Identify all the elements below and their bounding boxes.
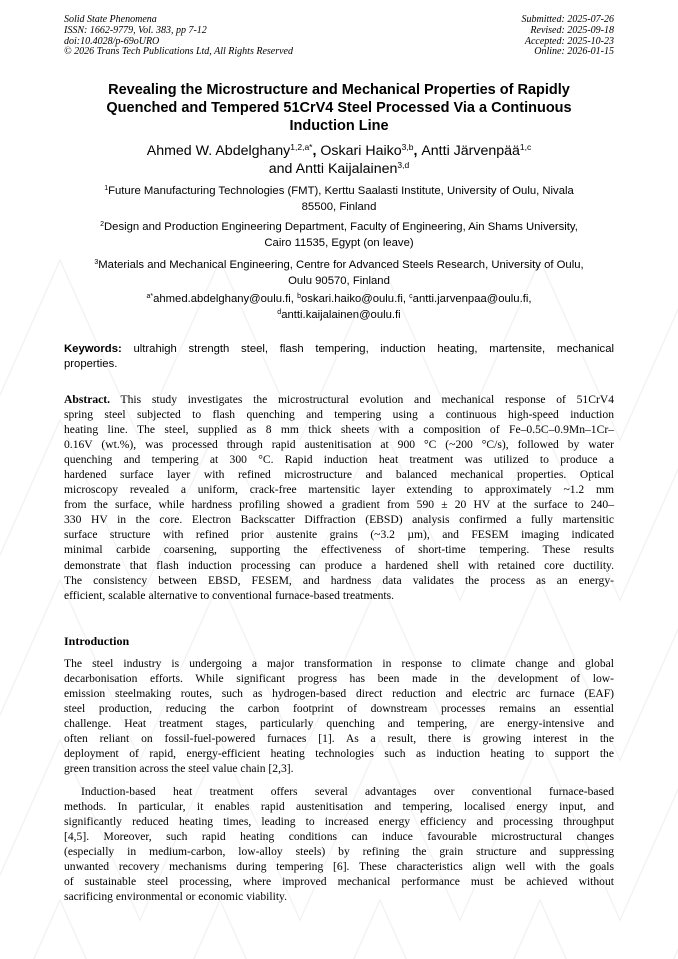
affiliation [64,220,614,251]
abstract-line: efficient, scalable alternative to conventional furnace-based treatments. [64,588,395,602]
author-affiliation-marker: 3,b [401,142,414,152]
copyright: © 2026 Trans Tech Publications Ltd, All Rights Reserved [64,46,293,58]
abstract-line: from the surface, while hardness profiling showed a gradient from 590 ± 20 HV at the surface to 240– [64,498,614,512]
paragraph-line: unwanted recovery mechanisms during tempering [6]. These characteristics align well with the goals [64,860,614,874]
author-name: Oskari Haiko [320,143,402,159]
affiliation [64,184,614,215]
abstract-line: heating line. The steel, supplied as 8 mm thick sheets with a composition of Fe–0.5C–0.9Mn–1Cr– [64,423,614,437]
revised-date: Revised: 2025-09-18 [530,24,614,36]
journal-info [64,15,293,58]
author-name: Antti Järvenpää [421,143,520,159]
keywords-label: Keywords: [64,343,122,355]
submitted-date: Submitted: 2025-07-26 [521,14,614,25]
keywords-section [64,342,614,372]
doi[interactable]: doi:10.4028/p-69oURO [64,35,160,47]
paragraph-line: green transition across the steel value chain [2,3]. [64,762,294,776]
paragraph [64,784,614,904]
paper-title [64,81,614,135]
author-list [64,142,614,178]
affiliation-text: Design and Production Engineering Department, Faculty of Engineering, Ain Shams University, [104,221,578,233]
author-separator: , [312,143,321,159]
abstract-line: hardened surface layer with refined microstructure and balanced mechanical properties. Optical [64,468,614,482]
journal-name: Solid State Phenomena [64,14,157,25]
section-heading: Introduction [64,634,130,648]
affiliation-text: Cairo 11535, Egypt (on leave) [264,236,414,249]
abstract-line: spring steel subjected to flash quenching and tempering using a continuous high-speed induction [64,408,614,422]
abstract-line: The consistency between EBSD, FESEM, and hardness data validates the process as an energy- [64,573,614,587]
abstract-line: demonstrate that flash induction processing can produce a hardened shell with retained core ductility. [64,558,614,572]
author-name: Ahmed W. Abdelghany [146,143,291,159]
abstract-line: 330 HV in the core. Electron Backscatter Diffraction (EBSD) analysis confirmed a fully martensitic [64,513,614,527]
paragraph [64,656,614,776]
affiliation [64,258,614,289]
email-link[interactable]: oskari.haiko@oulu.fi, [300,293,410,305]
abstract-line: This study investigates the microstructural evolution and mechanical response of 51CrV4 [110,393,614,406]
paragraph-line: deployment of rapid, energy-efficient heating technologies such as induction heating to support the [64,747,614,761]
author-name: Antti Kaijalainen [295,161,398,177]
email-list [64,292,614,323]
paragraph-line: sacrificing environmental or economic viability. [64,890,287,904]
paragraph-line: steel production, reducing the carbon footprint of downstream processes remains an essential [64,702,614,716]
affiliation-number: 1 [104,185,109,192]
paragraph-line: (especially in medium-carbon, low-alloy steels) by refining the grain structure and suppressing [64,845,614,859]
author-affiliation-marker: 3,d [397,160,410,170]
author-separator: , [413,143,422,159]
paragraph-line: [4,5]. Moreover, such rapid heating conditions can induce favourable microstructural changes [64,830,614,844]
abstract-section [64,392,614,603]
keywords-text: ultrahigh strength steel, flash tempering, induction heating, martensite, mechanical [121,343,614,355]
email-link[interactable]: antti.jarvenpaa@oulu.fi, [412,293,532,305]
issn: ISSN: 1662-9779, Vol. 383, pp 7-12 [64,24,207,36]
paragraph-line: The steel industry is undergoing a major transformation in response to climate change and global [64,657,614,670]
author-conjunction: and [268,161,296,177]
email-marker: b [297,293,301,300]
abstract-line: microscopy revealed a uniform, crack-free martensitic layer extending to approximately ~1.2 mm [64,483,614,497]
online-date: Online: 2026-01-15 [534,46,614,58]
affiliation-text: 85500, Finland [301,200,377,213]
email-link[interactable]: antti.kaijalainen@oulu.fi [281,308,401,321]
paragraph-line: of sustainable steel processing, where improved mechanical performance must be achieved without [64,875,614,889]
author-affiliation-marker: 1,2,a* [290,142,313,152]
email-marker: d [277,308,282,316]
paragraph-line: significantly reduced heating times, leading to increased energy efficiency and processing throughput [64,815,614,829]
paragraph-line: often reliant on fossil-fuel-powered furnaces [1]. As a result, there is growing interest in the [64,732,614,746]
paragraph-line: challenge. Heat treatment stages, particularly quenching and tempering, are energy-intensive and [64,717,614,731]
title-line: Revealing the Microstructure and Mechanical Properties of Rapidly [108,82,570,98]
keywords-text: properties. [64,358,118,370]
paragraph-line: Induction-based heat treatment offers several advantages over conventional furnace-based [81,785,614,798]
abstract-line: 0.16V (wt.%), was processed through rapid austenitisation at 900 °C (~200 °C/s), followed by water [64,438,614,452]
accepted-date: Accepted: 2025-10-23 [524,35,614,47]
dates-info [522,15,615,58]
affiliation-text: Materials and Mechanical Engineering, Centre for Advanced Steels Research, University of Oulu, [98,259,584,271]
abstract-line: quenching and tempering at 300 °C. Rapid induction heat treatment was utilized to produce a [64,453,614,467]
title-line: Induction Line [289,118,389,134]
abstract-line: surface structure with refined prior austenite grains (~3.2 µm), and FESEM imaging indicated [64,528,614,542]
title-line: Quenched and Tempered 51CrV4 Steel Processed Via a Continuous [106,100,572,116]
affiliation-text: Future Manufacturing Technologies (FMT), Kerttu Saalasti Institute, University of Oulu, Nivala [108,185,574,197]
affiliation-number: 2 [100,221,104,228]
paragraph-line: methods. In particular, it enables rapid austenitisation and tempering, localised energy input, and [64,800,614,814]
email-marker: a* [146,293,154,300]
paragraph-line: decarbonisation efforts. While significant progress has been made in the development of low- [64,672,614,686]
author-affiliation-marker: 1,c [519,142,532,152]
paragraph-line: emission steelmaking routes, such as hydrogen-based direct reduction and electric arc furnace (EAF) [64,687,614,701]
email-marker: c [409,293,413,300]
email-link[interactable]: ahmed.abdelghany@oulu.fi, [153,293,298,305]
affiliation-text: Oulu 90570, Finland [288,274,390,287]
affiliation-number: 3 [94,259,99,266]
abstract-label: Abstract. [64,393,111,406]
abstract-line: minimal carbide coarsening, supporting the effectiveness of short-time tempering. These results [64,543,614,557]
